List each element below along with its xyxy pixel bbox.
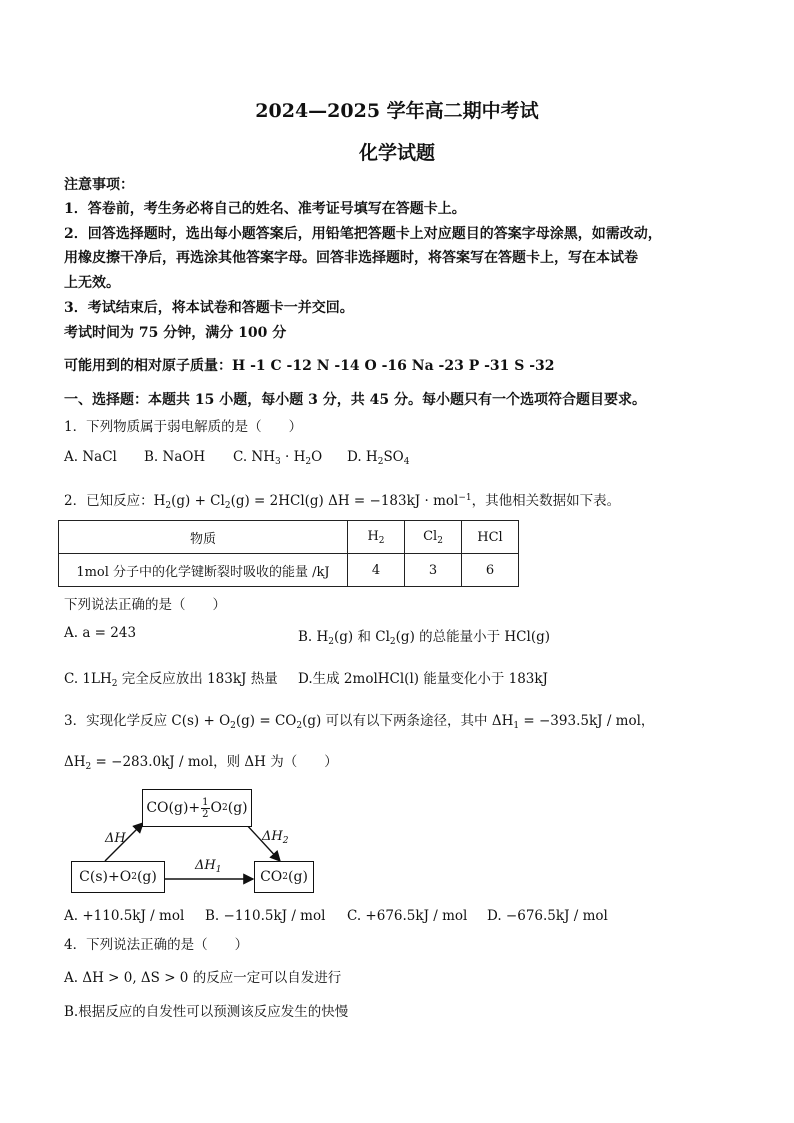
q2-option-b: B. $H_2(g)$ 和 $Cl_2(g)$ 的总能量小于 HCl(g) [298, 629, 551, 647]
label-dh2: $\Delta H_2$ [262, 829, 289, 846]
q2-option-c: C. $1LH_2$ 完全反应放出 183kJ 热量 [64, 671, 278, 689]
note-item-3: 3．考试结束后，将本试卷和答题卡一并交回。 [64, 300, 354, 316]
table-cell-cl2: 3 [405, 554, 462, 587]
table-row-label: 1mol 分子中的化学键断裂时吸收的能量 /kJ [59, 554, 348, 587]
q4-option-b: B.根据反应的自发性可以预测该反应发生的快慢 [64, 1004, 349, 1020]
q3-option-d: D. −676.5kJ / mol [487, 908, 608, 924]
table-header-hcl: HCl [462, 521, 519, 554]
atomic-masses: 可能用到的相对原子质量：H -1 C -12 N -14 O -16 Na -23 P -31 S -32 [64, 358, 555, 374]
exam-subject: 化学试题 [358, 142, 435, 164]
q3-option-a: A. +110.5kJ / mol [64, 908, 185, 924]
note-item-2-line-2: 用橡皮擦干净后，再选涂其他答案字母。回答非选择题时，将答案写在答题卡上，写在本试卷 [64, 250, 638, 266]
q4-option-a: A. ΔH > 0, ΔS > 0 的反应一定可以自发进行 [64, 970, 342, 986]
q2-option-a: A. a = 243 [64, 625, 137, 641]
table-cell-h2: 4 [348, 554, 405, 587]
q3-stem-line-2: $\Delta H_2 = -283.0kJ$ / mol，则 ΔH 为（ ） [64, 754, 338, 772]
label-dh: ΔH [105, 831, 126, 846]
q3-stem: 3．实现化学反应 $C(s) + O_2(g) = CO_2(g)$ 可以有以下两条途径，其中 $\Delta H_1 = -393.5kJ$ / mol， [64, 713, 655, 731]
q2-prompt: 下列说法正确的是（ ） [64, 597, 226, 613]
q1-option-c: C. $NH_3 \cdot H_2O$ [233, 449, 323, 467]
box-reactants: C(s)+O 2 (g) [71, 861, 165, 893]
note-item-2-line-3: 上无效。 [64, 275, 120, 291]
table-header-h2: $H_2$ [348, 521, 405, 554]
table-row [59, 521, 519, 554]
notes-heading: 注意事项： [64, 177, 134, 193]
section-1-heading: 一、选择题：本题共 15 小题，每小题 3 分，共 45 分。每小题只有一个选项符合题目要求。 [64, 392, 646, 408]
note-item-1: 1．答卷前，考生务必将自己的姓名、准考证号填写在答题卡上。 [64, 201, 466, 217]
box-product: CO 2 (g) [254, 861, 314, 893]
note-item-2-line-1: 2．回答选择题时，选出每小题答案后，用铅笔把答题卡上对应题目的答案字母涂黑，如需改动， [64, 226, 662, 242]
exam-title: 2024—2025 学年高二期中考试 [255, 100, 539, 122]
q4-stem: 4．下列说法正确的是（ ） [64, 937, 249, 953]
table-header-cl2: $Cl_2$ [405, 521, 462, 554]
q1-option-a: A. NaCl [64, 449, 117, 465]
q1-stem: 1．下列物质属于弱电解质的是（ ） [64, 419, 303, 435]
q3-option-b: B. −110.5kJ / mol [205, 908, 326, 924]
table-cell-hcl: 6 [462, 554, 519, 587]
box-co-intermediate: CO(g)+ $\frac{1}{2}$ O 2 (g) [142, 789, 252, 827]
table-header-substance: 物质 [59, 521, 348, 554]
reaction-path-diagram [65, 783, 335, 899]
bond-energy-table [58, 520, 519, 587]
q1-option-b: B. NaOH [144, 449, 206, 465]
q2-option-d: D.生成 2molHCl(l) 能量变化小于 183kJ [298, 671, 548, 687]
exam-time: 考试时间为 75 分钟，满分 100 分 [64, 325, 287, 341]
q2-stem: 2．已知反应：$H_2(g) + Cl_2(g) = 2HCl(g) \Delta H = -183kJ \cdot mol^{-1}$，其他相关数据如下表。 [64, 493, 621, 511]
label-dh1: $\Delta H_1$ [195, 858, 222, 875]
q1-option-d: D. $H_2SO_4$ [347, 449, 410, 467]
table-row [59, 554, 519, 587]
q3-option-c: C. +676.5kJ / mol [347, 908, 468, 924]
